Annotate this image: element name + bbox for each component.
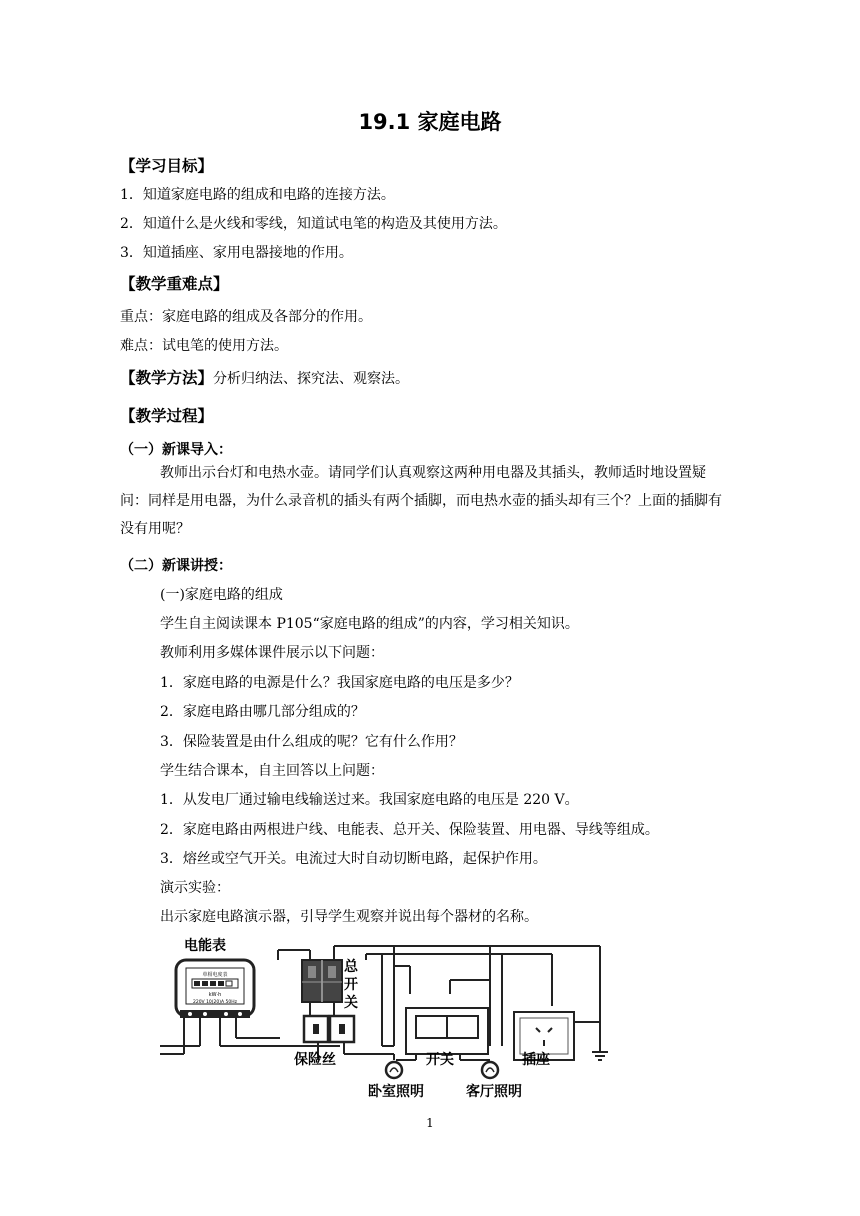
intro-paragraph: 教师出示台灯和电热水壶。请同学们认真观察这两种用电器及其插头，教师适时地设置疑问：同样是用电器，为什么录音机的插头有两个插脚，而电热水壶的插头却有三个？上面的插脚有没有用呢？ bbox=[120, 465, 722, 537]
teach-line: 学生自主阅读课本 P105“家庭电路的组成”的内容，学习相关知识。 bbox=[160, 616, 579, 632]
goal-item: 3．知道插座、家用电器接地的作用。 bbox=[120, 245, 353, 261]
living-label: 客厅照明 bbox=[466, 1084, 522, 1100]
goal-item: 2．知道什么是火线和零线，知道试电笔的构造及其使用方法。 bbox=[120, 216, 507, 232]
socket-label: 插座 bbox=[522, 1052, 550, 1068]
household-circuit-figure bbox=[160, 936, 612, 1102]
meter-icon bbox=[176, 960, 254, 1018]
fuse-label: 保险丝 bbox=[294, 1052, 336, 1068]
meter-unit: kW·h bbox=[208, 992, 222, 998]
wall-switch-icon bbox=[406, 1008, 488, 1054]
fuse-icon bbox=[304, 1016, 354, 1042]
keypoints-heading: 【教学重难点】 bbox=[120, 275, 229, 293]
living-lamp-icon bbox=[482, 1062, 498, 1078]
teach-line: 1．家庭电路的电源是什么？我国家庭电路的电压是多少？ bbox=[160, 675, 519, 691]
switch-label: 开关 bbox=[426, 1052, 454, 1068]
bedroom-lamp-icon bbox=[386, 1062, 402, 1078]
teach-line: 学生结合课本，自主回答以上问题： bbox=[160, 763, 384, 779]
goals-heading: 【学习目标】 bbox=[120, 157, 214, 175]
methods-heading: 【教学方法】 bbox=[120, 369, 214, 387]
meter-spec: 220V 10(20)A 50Hz bbox=[192, 1000, 238, 1005]
main-switch-icon bbox=[302, 960, 342, 1002]
main-switch-label: 总开关 bbox=[344, 959, 358, 1011]
methods-text: 分析归纳法、探究法、观察法。 bbox=[213, 371, 410, 387]
keypoint-item: 难点：试电笔的使用方法。 bbox=[120, 338, 288, 354]
teach-line: 3．保险装置是由什么组成的呢？它有什么作用？ bbox=[160, 734, 463, 750]
page-number: 1 bbox=[426, 1116, 434, 1130]
methods-line bbox=[120, 366, 409, 388]
meter-label: 电能表 bbox=[184, 938, 226, 954]
teach-line: 演示实验： bbox=[160, 880, 230, 896]
teach-line: 教师利用多媒体课件展示以下问题： bbox=[160, 645, 384, 661]
teach-heading: （二）新课讲授： bbox=[120, 558, 232, 574]
meter-name: 单相电度表 bbox=[202, 972, 228, 978]
teach-line: 3．熔丝或空气开关。电流过大时自动切断电路，起保护作用。 bbox=[160, 851, 547, 867]
teach-line: 出示家庭电路演示器，引导学生观察并说出每个器材的名称。 bbox=[160, 909, 538, 925]
intro-heading: （一）新课导入： bbox=[120, 442, 232, 458]
teach-line: (一)家庭电路的组成 bbox=[160, 587, 283, 603]
teach-line: 1．从发电厂通过输电线输送过来。我国家庭电路的电压是 220 V。 bbox=[160, 792, 579, 808]
bedroom-label: 卧室照明 bbox=[368, 1084, 424, 1100]
keypoint-item: 重点：家庭电路的组成及各部分的作用。 bbox=[120, 309, 372, 325]
teach-line: 2．家庭电路由两根进户线、电能表、总开关、保险装置、用电器、导线等组成。 bbox=[160, 822, 659, 838]
teach-line: 2．家庭电路由哪几部分组成的？ bbox=[160, 704, 365, 720]
process-heading: 【教学过程】 bbox=[120, 407, 214, 425]
page-title: 19.1 家庭电路 bbox=[358, 110, 502, 134]
goal-item: 1．知道家庭电路的组成和电路的连接方法。 bbox=[120, 187, 395, 203]
